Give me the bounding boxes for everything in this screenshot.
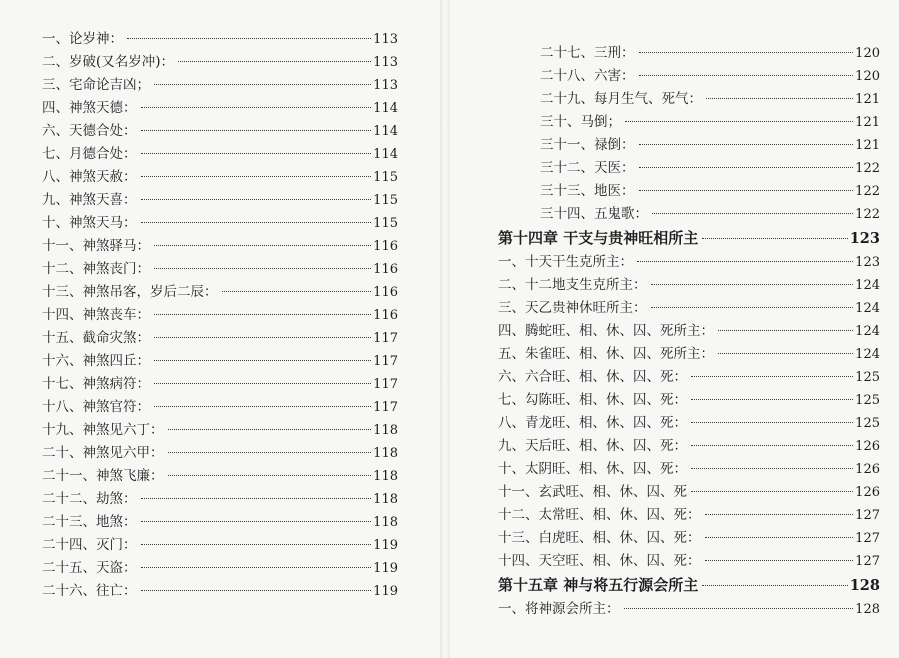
toc-entry-title: 二十五、天盗： xyxy=(42,560,137,576)
toc-entry[interactable] xyxy=(42,97,398,120)
toc-dot-leader xyxy=(652,213,853,214)
toc-dot-leader xyxy=(154,337,371,338)
toc-dot-leader xyxy=(651,284,854,285)
toc-dot-leader xyxy=(154,245,371,246)
toc-page-number: 120 xyxy=(855,69,880,84)
toc-dot-leader xyxy=(168,429,372,430)
right-toc-list xyxy=(498,42,880,621)
toc-page-number: 117 xyxy=(373,400,398,415)
toc-page-number: 125 xyxy=(855,370,880,385)
toc-dot-leader xyxy=(691,468,853,469)
toc-dot-leader xyxy=(651,307,854,308)
toc-entry[interactable] xyxy=(498,527,880,550)
toc-entry[interactable] xyxy=(42,235,398,258)
toc-entry-title: 三十一、禄倒： xyxy=(540,137,635,153)
toc-chapter-entry[interactable] xyxy=(498,226,880,251)
toc-entry[interactable] xyxy=(42,189,398,212)
toc-page-number: 113 xyxy=(373,55,398,70)
toc-entry-title: 三十三、地医： xyxy=(540,183,635,199)
toc-entry[interactable] xyxy=(498,88,880,111)
toc-entry-title: 二十四、灭门： xyxy=(42,537,137,553)
toc-entry-title: 十三、白虎旺、相、休、囚、死： xyxy=(498,530,701,546)
toc-entry-title: 十一、玄武旺、相、休、囚、死 xyxy=(498,484,687,500)
toc-entry[interactable] xyxy=(42,212,398,235)
toc-entry-title: 第十四章 干支与贵神旺相所主 xyxy=(498,229,699,247)
toc-page-number: 116 xyxy=(373,239,398,254)
toc-entry-title: 六、六合旺、相、休、囚、死： xyxy=(498,369,687,385)
toc-page-number: 119 xyxy=(373,538,398,553)
toc-dot-leader xyxy=(639,52,854,53)
toc-entry-title: 二十、神煞见六甲： xyxy=(42,445,164,461)
toc-dot-leader xyxy=(141,521,372,522)
toc-dot-leader xyxy=(222,291,372,292)
toc-entry-title: 十七、神煞病符： xyxy=(42,376,150,392)
toc-dot-leader xyxy=(639,190,854,191)
toc-page-number: 126 xyxy=(855,485,880,500)
toc-entry-title: 十四、神煞丧车： xyxy=(42,307,150,323)
toc-page-number: 124 xyxy=(855,278,880,293)
toc-entry[interactable] xyxy=(42,166,398,189)
toc-entry[interactable] xyxy=(42,304,398,327)
toc-dot-leader xyxy=(639,167,854,168)
toc-dot-leader xyxy=(168,452,372,453)
toc-entry[interactable] xyxy=(498,504,880,527)
toc-page-number: 115 xyxy=(373,193,398,208)
toc-entry-title: 八、神煞天赦： xyxy=(42,169,137,185)
toc-entry-title: 四、神煞天德： xyxy=(42,100,137,116)
toc-entry[interactable] xyxy=(42,511,398,534)
toc-page-number: 127 xyxy=(855,531,880,546)
toc-entry[interactable] xyxy=(498,412,880,435)
toc-dot-leader xyxy=(154,406,371,407)
toc-entry-title: 六、天德合处： xyxy=(42,123,137,139)
toc-page-number: 126 xyxy=(855,439,880,454)
toc-entry[interactable] xyxy=(42,442,398,465)
toc-page-number: 117 xyxy=(373,377,398,392)
toc-page-number: 125 xyxy=(855,393,880,408)
toc-page-number: 118 xyxy=(373,515,398,530)
toc-dot-leader xyxy=(141,544,372,545)
toc-entry-title: 十四、天空旺、相、休、囚、死： xyxy=(498,553,701,569)
toc-page-number: 128 xyxy=(855,602,880,617)
toc-dot-leader xyxy=(141,199,372,200)
toc-entry-title: 二十一、神煞飞廉： xyxy=(42,468,164,484)
toc-dot-leader xyxy=(691,422,853,423)
toc-page-number: 116 xyxy=(373,308,398,323)
toc-dot-leader xyxy=(691,376,853,377)
toc-entry[interactable] xyxy=(42,580,398,603)
toc-entry[interactable] xyxy=(498,435,880,458)
toc-page-number: 116 xyxy=(373,262,398,277)
toc-entry-title: 十、太阴旺、相、休、囚、死： xyxy=(498,461,687,477)
toc-dot-leader xyxy=(624,608,854,609)
toc-dot-leader xyxy=(639,75,854,76)
toc-dot-leader xyxy=(141,107,372,108)
toc-entry-title: 十二、太常旺、相、休、囚、死： xyxy=(498,507,701,523)
toc-entry-title: 二、岁破(又名岁冲)： xyxy=(42,54,175,70)
toc-page-number: 124 xyxy=(855,324,880,339)
toc-entry-title: 十一、神煞驿马： xyxy=(42,238,150,254)
toc-entry-title: 三十二、天医： xyxy=(540,160,635,176)
toc-page-number: 122 xyxy=(855,207,880,222)
toc-entry[interactable] xyxy=(42,281,398,304)
toc-dot-leader xyxy=(154,84,371,85)
toc-dot-leader xyxy=(691,491,853,492)
toc-entry[interactable] xyxy=(42,488,398,511)
toc-entry[interactable] xyxy=(42,465,398,488)
toc-entry[interactable] xyxy=(498,343,880,366)
toc-dot-leader xyxy=(154,268,371,269)
toc-entry-title: 二十八、六害： xyxy=(540,68,635,84)
toc-dot-leader xyxy=(141,498,372,499)
toc-entry[interactable] xyxy=(42,120,398,143)
toc-entry-title: 十五、截命灾煞： xyxy=(42,330,150,346)
toc-dot-leader xyxy=(141,176,372,177)
toc-entry[interactable] xyxy=(498,274,880,297)
toc-entry[interactable] xyxy=(498,42,880,65)
toc-entry[interactable] xyxy=(42,74,398,97)
toc-entry-title: 三、宅命论吉凶； xyxy=(42,77,150,93)
toc-page-number: 113 xyxy=(373,32,398,47)
toc-page-number: 118 xyxy=(373,492,398,507)
toc-entry-title: 八、青龙旺、相、休、囚、死： xyxy=(498,415,687,431)
toc-page-number: 114 xyxy=(373,124,398,139)
toc-page-number: 127 xyxy=(855,508,880,523)
toc-page-number: 127 xyxy=(855,554,880,569)
toc-entry-title: 一、十天干生克所主： xyxy=(498,254,633,270)
toc-page-number: 118 xyxy=(373,423,398,438)
toc-entry[interactable] xyxy=(498,111,880,134)
toc-page-number: 115 xyxy=(373,216,398,231)
toc-entry-title: 九、神煞天喜： xyxy=(42,192,137,208)
toc-dot-leader xyxy=(154,360,371,361)
toc-entry-title: 二十七、三刑： xyxy=(540,45,635,61)
toc-dot-leader xyxy=(141,567,372,568)
toc-page-number: 126 xyxy=(855,462,880,477)
toc-dot-leader xyxy=(141,153,372,154)
toc-entry[interactable] xyxy=(498,458,880,481)
toc-page-number: 118 xyxy=(373,446,398,461)
toc-page-number: 124 xyxy=(855,301,880,316)
toc-page-number: 118 xyxy=(373,469,398,484)
toc-entry[interactable] xyxy=(42,373,398,396)
toc-entry-title: 一、将神源会所主： xyxy=(498,601,620,617)
toc-entry[interactable] xyxy=(498,598,880,621)
left-toc-list xyxy=(42,28,398,603)
toc-entry[interactable] xyxy=(42,143,398,166)
toc-dot-leader xyxy=(702,585,847,586)
toc-entry-title: 九、天后旺、相、休、囚、死： xyxy=(498,438,687,454)
toc-page-number: 122 xyxy=(855,184,880,199)
toc-entry[interactable] xyxy=(42,534,398,557)
toc-dot-leader xyxy=(637,261,853,262)
toc-entry-title: 三十、马倒； xyxy=(540,114,621,130)
toc-page-number: 125 xyxy=(855,416,880,431)
toc-entry-title: 二十六、往亡： xyxy=(42,583,137,599)
toc-dot-leader xyxy=(141,130,372,131)
toc-entry[interactable] xyxy=(42,396,398,419)
toc-entry[interactable] xyxy=(498,481,880,504)
toc-entry-title: 四、腾蛇旺、相、休、囚、死所主： xyxy=(498,323,714,339)
book-gutter xyxy=(440,0,450,658)
toc-entry-title: 七、月德合处： xyxy=(42,146,137,162)
toc-dot-leader xyxy=(639,144,854,145)
toc-dot-leader xyxy=(141,222,372,223)
toc-entry[interactable] xyxy=(498,251,880,274)
toc-dot-leader xyxy=(702,238,847,239)
toc-page-number: 119 xyxy=(373,584,398,599)
toc-entry-title: 十二、神煞丧门： xyxy=(42,261,150,277)
toc-entry[interactable] xyxy=(42,258,398,281)
toc-dot-leader xyxy=(127,38,371,39)
toc-entry[interactable] xyxy=(498,366,880,389)
toc-page-number: 121 xyxy=(855,115,880,130)
toc-entry[interactable] xyxy=(42,51,398,74)
toc-dot-leader xyxy=(154,383,371,384)
toc-chapter-entry[interactable] xyxy=(498,573,880,598)
toc-dot-leader xyxy=(718,330,853,331)
toc-page-number: 128 xyxy=(849,577,880,594)
toc-page-number: 122 xyxy=(855,161,880,176)
toc-entry-title: 三、天乙贵神休旺所主： xyxy=(498,300,647,316)
toc-dot-leader xyxy=(718,353,853,354)
toc-page-number: 117 xyxy=(373,354,398,369)
toc-page-number: 123 xyxy=(855,255,880,270)
toc-entry-title: 十八、神煞官符： xyxy=(42,399,150,415)
toc-entry[interactable] xyxy=(498,320,880,343)
toc-page-number: 114 xyxy=(373,101,398,116)
toc-dot-leader xyxy=(625,121,853,122)
toc-page-number: 120 xyxy=(855,46,880,61)
toc-page-number: 116 xyxy=(373,285,398,300)
toc-entry-title: 二十九、每月生气、死气： xyxy=(540,91,702,107)
toc-page-number: 115 xyxy=(373,170,398,185)
toc-entry[interactable] xyxy=(42,327,398,350)
toc-entry[interactable] xyxy=(42,350,398,373)
toc-entry[interactable] xyxy=(42,419,398,442)
toc-dot-leader xyxy=(705,537,854,538)
toc-page-number: 114 xyxy=(373,147,398,162)
toc-entry[interactable] xyxy=(42,28,398,51)
toc-dot-leader xyxy=(141,590,372,591)
toc-entry[interactable] xyxy=(498,550,880,573)
toc-page-number: 121 xyxy=(855,92,880,107)
toc-entry-title: 二、十二地支生克所主： xyxy=(498,277,647,293)
toc-entry-title: 五、朱雀旺、相、休、囚、死所主： xyxy=(498,346,714,362)
toc-entry-title: 十六、神煞四丘： xyxy=(42,353,150,369)
toc-entry[interactable] xyxy=(498,157,880,180)
toc-dot-leader xyxy=(178,61,371,62)
toc-entry[interactable] xyxy=(498,297,880,320)
toc-page-number: 123 xyxy=(849,230,880,247)
toc-entry-title: 二十二、劫煞： xyxy=(42,491,137,507)
toc-entry[interactable] xyxy=(498,180,880,203)
toc-page-number: 121 xyxy=(855,138,880,153)
toc-entry-title: 第十五章 神与将五行源会所主 xyxy=(498,576,699,594)
toc-dot-leader xyxy=(691,445,853,446)
toc-entry-title: 十九、神煞见六丁： xyxy=(42,422,164,438)
left-page xyxy=(0,0,440,658)
toc-dot-leader xyxy=(154,314,371,315)
toc-entry-title: 十三、神煞吊客，岁后二辰： xyxy=(42,284,218,300)
toc-entry[interactable] xyxy=(498,389,880,412)
toc-entry-title: 一、论岁神： xyxy=(42,31,123,47)
toc-entry[interactable] xyxy=(42,557,398,580)
toc-entry[interactable] xyxy=(498,203,880,226)
toc-dot-leader xyxy=(705,560,854,561)
toc-page-number: 119 xyxy=(373,561,398,576)
toc-entry-title: 十、神煞天马： xyxy=(42,215,137,231)
toc-page-number: 113 xyxy=(373,78,398,93)
toc-entry[interactable] xyxy=(498,65,880,88)
toc-entry-title: 二十三、地煞： xyxy=(42,514,137,530)
toc-page-number: 117 xyxy=(373,331,398,346)
toc-page-number: 124 xyxy=(855,347,880,362)
toc-dot-leader xyxy=(691,399,853,400)
toc-dot-leader xyxy=(706,98,853,99)
toc-entry-title: 七、勾陈旺、相、休、囚、死： xyxy=(498,392,687,408)
toc-entry[interactable] xyxy=(498,134,880,157)
toc-dot-leader xyxy=(705,514,854,515)
toc-entry-title: 三十四、五鬼歌： xyxy=(540,206,648,222)
toc-dot-leader xyxy=(168,475,372,476)
